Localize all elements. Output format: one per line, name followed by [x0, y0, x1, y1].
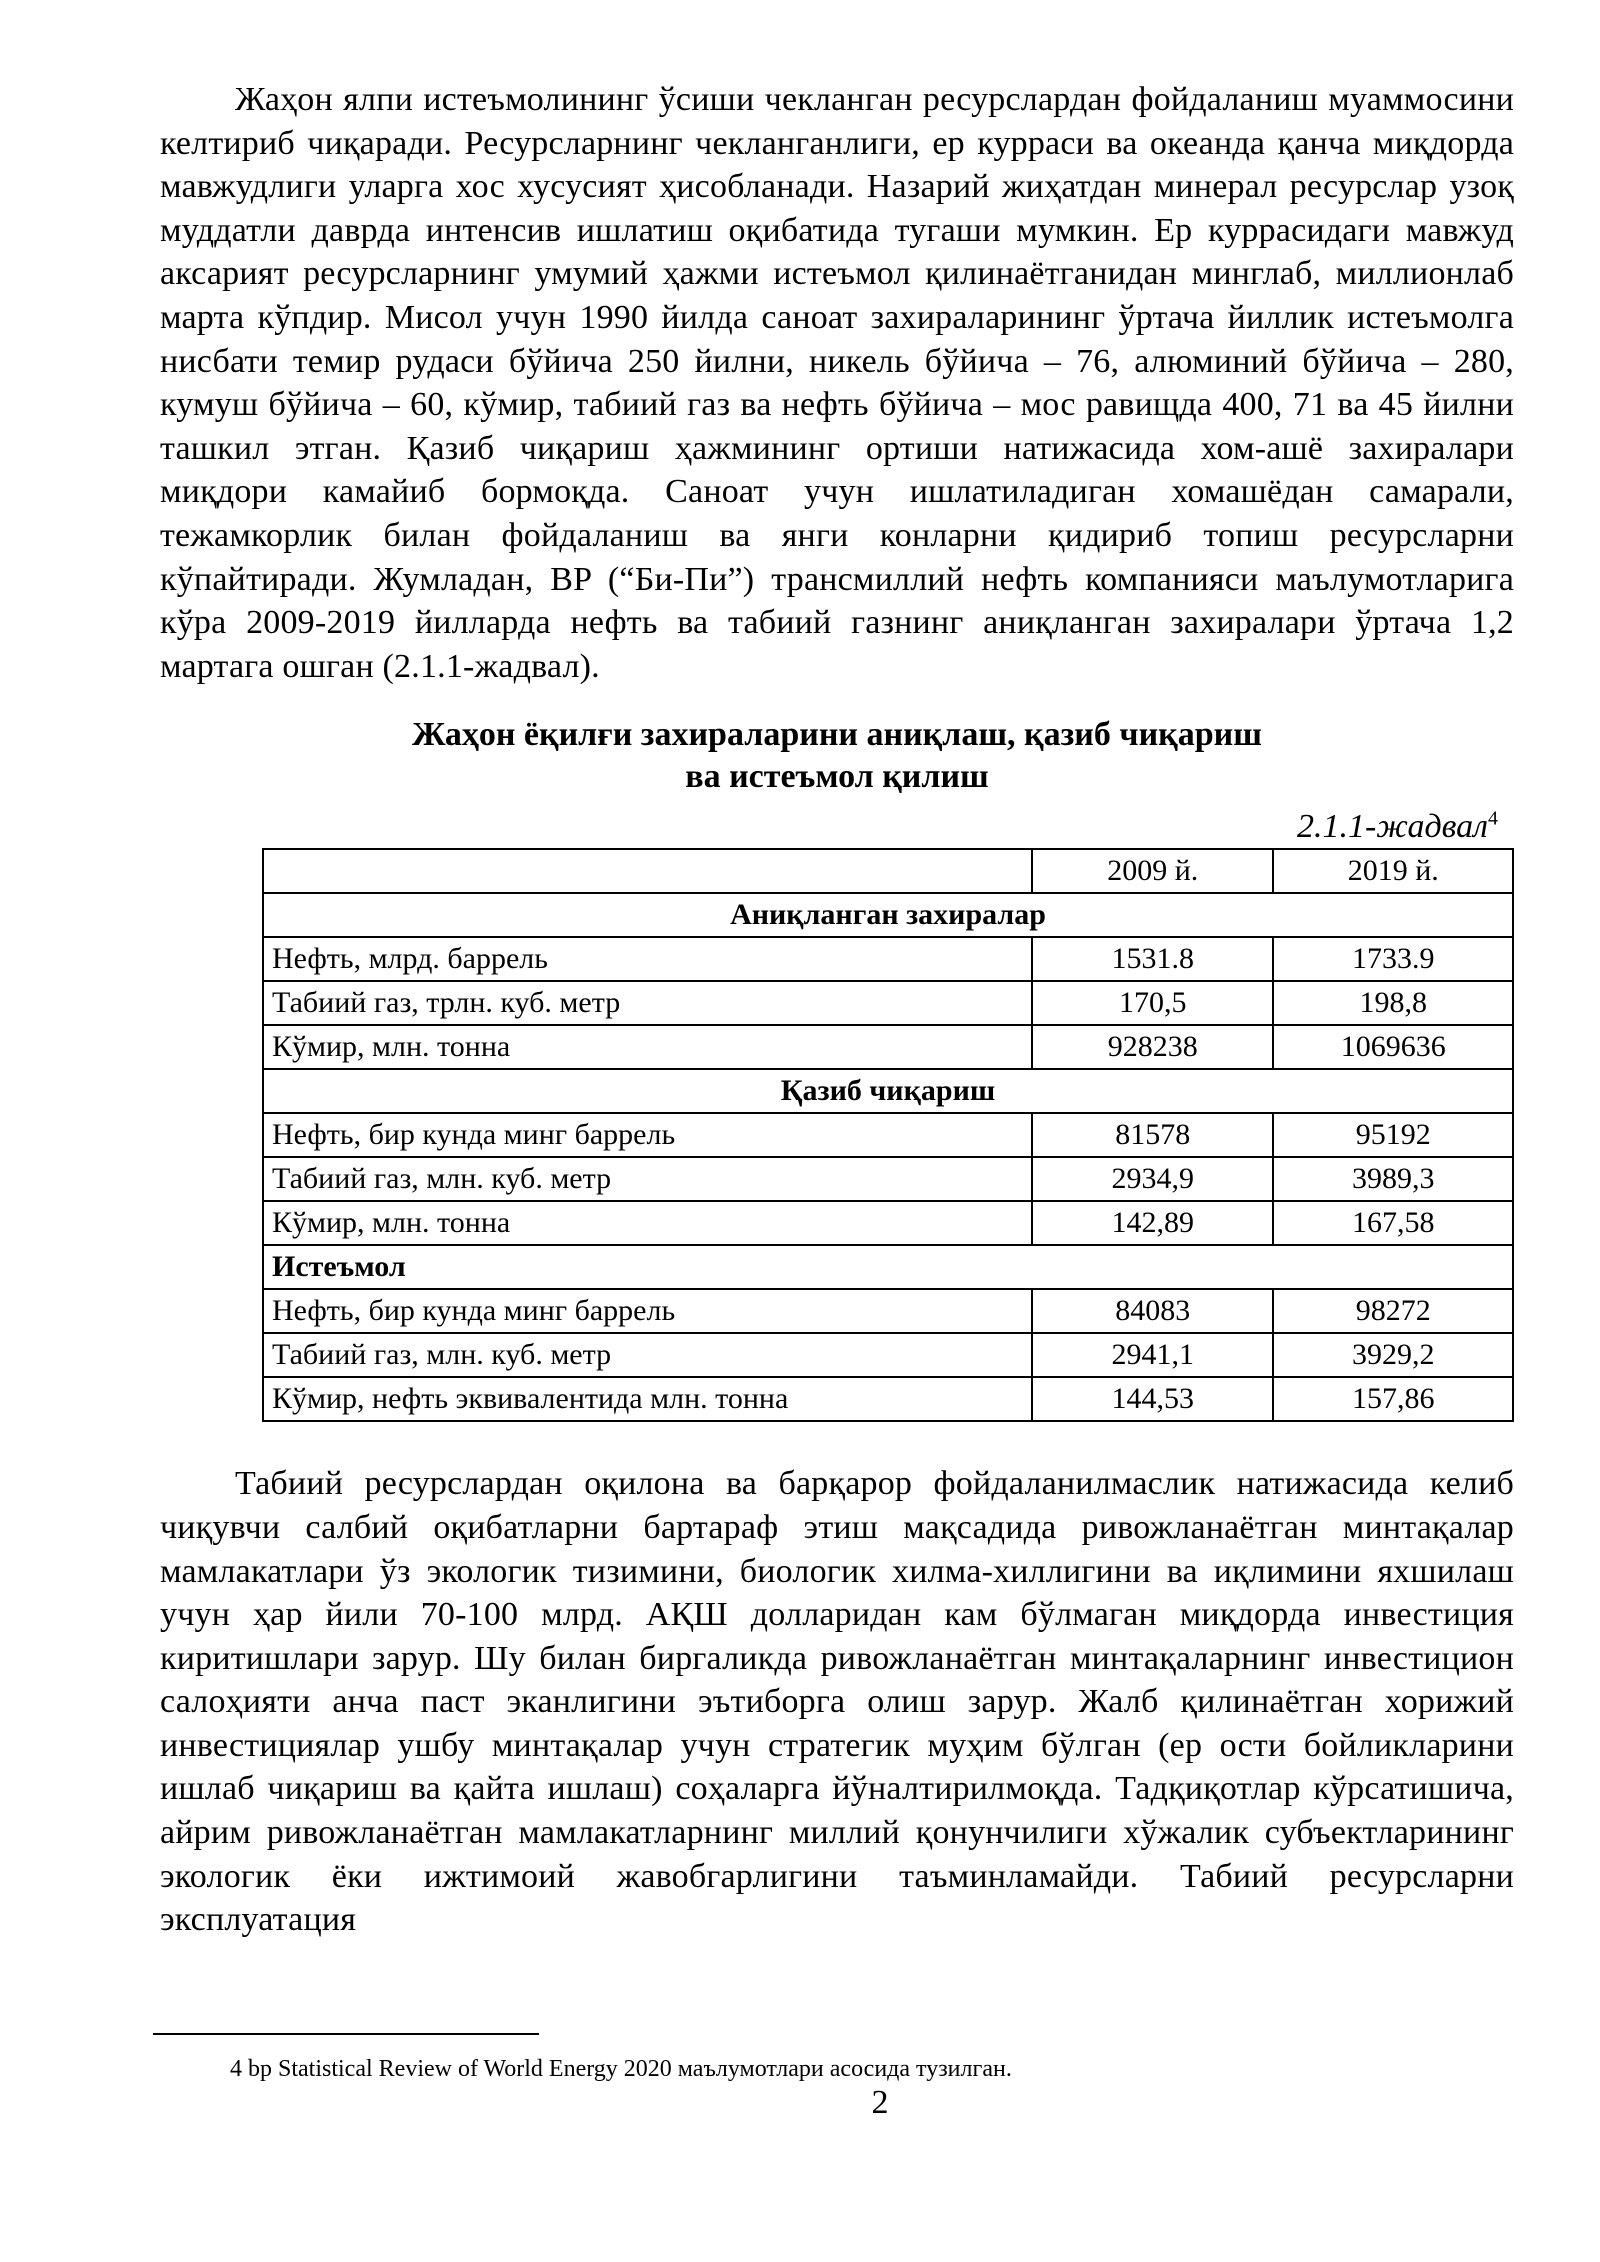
header-year-2019: 2019 й. [1273, 849, 1513, 893]
value-2009: 142,89 [1032, 1201, 1273, 1245]
row-label: Кўмир, млн. тонна [263, 1025, 1032, 1069]
value-2019: 1733.9 [1273, 937, 1513, 981]
table-row [263, 1113, 1513, 1157]
footnote-divider [153, 2033, 539, 2035]
section-heading-consumption: Истеъмол [263, 1245, 1513, 1289]
section-heading-row [263, 1069, 1513, 1113]
table-row [263, 1333, 1513, 1377]
row-label: Табиий газ, трлн. куб. метр [263, 981, 1032, 1025]
footnote: 4 bp Statistical Review of World Energy 2020 маълумотлари асосида тузилган. [230, 2056, 1012, 2082]
table-title-line-2: ва истеъмол қилиш [685, 758, 989, 796]
value-2019: 167,58 [1273, 1201, 1513, 1245]
table-row [263, 1289, 1513, 1333]
row-label: Нефть, млрд. баррель [263, 937, 1032, 981]
value-2019: 3989,3 [1273, 1157, 1513, 1201]
value-2009: 81578 [1032, 1113, 1273, 1157]
table-row [263, 1157, 1513, 1201]
header-year-2009: 2009 й. [1032, 849, 1273, 893]
value-2009: 1531.8 [1032, 937, 1273, 981]
header-blank-cell [263, 849, 1032, 893]
table-row [263, 1201, 1513, 1245]
paragraph-investment: Табиий ресурслардан оқилона ва барқарор фойдаланилмаслик натижасида келиб чиқувчи салбий оқибатларни бартараф этиш мақсадида ривожланаётган минтақалар мамлакатлари ўз экологик тизимини, биологик хилма-хиллигини ва иқлимини яхшилаш учун ҳар йили 70-100 млрд. АҚШ долларидан кам бўлмаган миқдорда инвестиция киритишлари зарур. Шу билан биргаликда ривожланаётган минтақаларнинг инвестицион салоҳияти анча паст эканлигини эътиборга олиш зарур. Жалб қилинаётган хорижий инвестициялар ушбу минтақалар учун стратегик муҳим бўлган (ер ости бойликларини ишлаб чиқариш ва қайта ишлаш) соҳаларга йўналтирилмоқда. Тадқиқотлар кўрсатишича, айрим ривожланаётган мамлакатларнинг миллий қонунчилиги хўжалик субъектларининг экологик ёки ижтимоий жавобгарлигини таъминламайди. Табиий ресурсларни эксплуатация [160, 1465, 1514, 1939]
energy-table [262, 848, 1514, 1422]
row-label: Кўмир, млн. тонна [263, 1201, 1032, 1245]
table-header-row [263, 849, 1513, 893]
row-label: Нефть, бир кунда минг баррель [263, 1113, 1032, 1157]
value-2019: 95192 [1273, 1113, 1513, 1157]
value-2009: 170,5 [1032, 981, 1273, 1025]
section-heading-row [263, 893, 1513, 937]
section-heading-reserves: Аниқланган захиралар [263, 893, 1513, 937]
row-label: Нефть, бир кунда минг баррель [263, 1289, 1032, 1333]
table-row [263, 981, 1513, 1025]
table-row [263, 1377, 1513, 1421]
page-body [160, 78, 1514, 1942]
value-2009: 2934,9 [1032, 1157, 1273, 1201]
value-2009: 2941,1 [1032, 1333, 1273, 1377]
row-label: Табиий газ, млн. куб. метр [263, 1157, 1032, 1201]
value-2019: 157,86 [1273, 1377, 1513, 1421]
value-2009: 84083 [1032, 1289, 1273, 1333]
value-2009: 928238 [1032, 1025, 1273, 1069]
value-2009: 144,53 [1032, 1377, 1273, 1421]
table-row [263, 937, 1513, 981]
section-heading-production: Қазиб чиқариш [263, 1069, 1513, 1113]
table-title-line-1: Жаҳон ёқилғи захираларини аниқлаш, қазиб чиқариш [412, 716, 1262, 754]
row-label: Кўмир, нефть эквивалентида млн. тонна [263, 1377, 1032, 1421]
value-2019: 98272 [1273, 1289, 1513, 1333]
table-title [160, 714, 1514, 798]
table-label [160, 806, 1514, 848]
table-row [263, 1025, 1513, 1069]
section-heading-row [263, 1245, 1513, 1289]
row-label: Табиий газ, млн. куб. метр [263, 1333, 1032, 1377]
table-label-text: 2.1.1-жадвал [1296, 808, 1488, 846]
value-2019: 3929,2 [1273, 1333, 1513, 1377]
footnote-ref: 4 [1488, 807, 1498, 830]
value-2019: 1069636 [1273, 1025, 1513, 1069]
page-number: 2 [871, 2084, 889, 2121]
value-2019: 198,8 [1273, 981, 1513, 1025]
paragraph-intro: Жаҳон ялпи истеъмолининг ўсиши чекланган ресурслардан фойдаланиш муаммосини келтириб чиқаради. Ресурсларнинг чекланганлиги, ер курраси ва океанда қанча миқдорда мавжудлиги уларга хос хусусият ҳисобланади. Назарий жиҳатдан минерал ресурслар узоқ муддатли даврда интенсив ишлатиш оқибатида тугаши мумкин. Ер куррасидаги мавжуд аксарият ресурсларнинг умумий ҳажми истеъмол қилинаётганидан минглаб, миллионлаб марта кўпдир. Мисол учун 1990 йилда саноат захираларининг ўртача йиллик истеъмолга нисбати темир рудаси бўйича 250 йилни, никель бўйича – 76, алюминий бўйича – 280, кумуш бўйича – 60, кўмир, табиий газ ва нефть бўйича – мос равищда 400, 71 ва 45 йилни ташкил этган. Қазиб чиқариш ҳажмининг ортиши натижасида хом-ашё захиралари миқдори камайиб бормоқда. Саноат учун ишлатиладиган хомашёдан самарали, тежамкорлик билан фойдаланиш ва янги конларни қидириб топиш ресурсларни кўпайтиради. Жумладан, BP (“Би-Пи”) трансмиллий нефть компанияси маълумотларига кўра 2009-2019 йилларда нефть ва табиий газнинг аниқланган захиралари ўртача 1,2 мартага ошган (2.1.1-жадвал). [160, 81, 1514, 685]
